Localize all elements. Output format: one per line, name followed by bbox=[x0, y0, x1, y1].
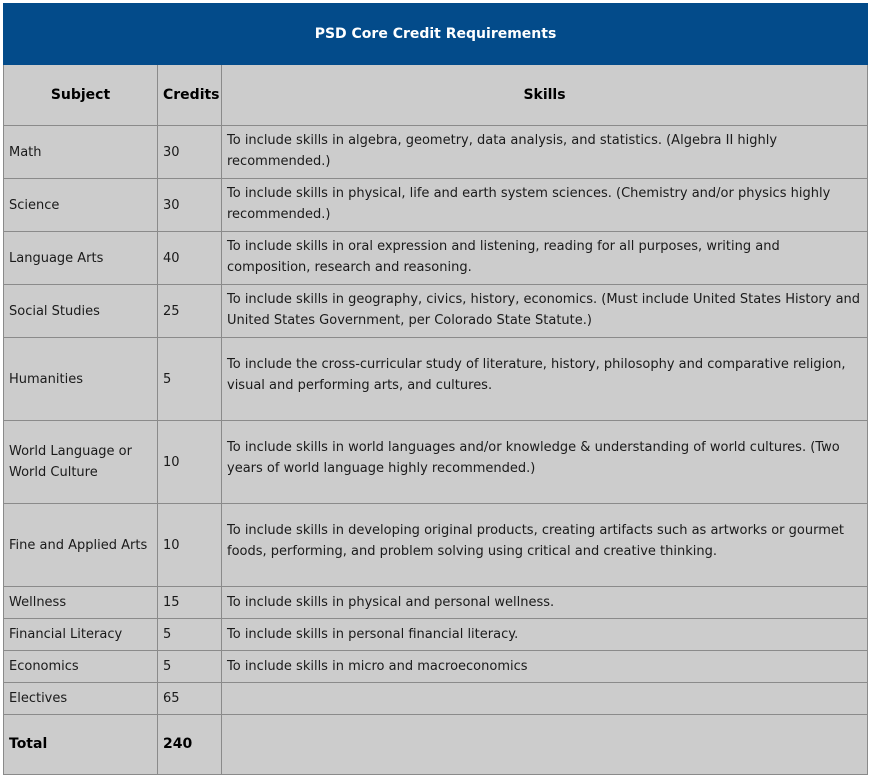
credit-requirements-table bbox=[3, 3, 868, 775]
table-row bbox=[4, 421, 868, 504]
credits-cell: 5 bbox=[158, 338, 222, 421]
column-header-row bbox=[4, 65, 868, 126]
subject-cell: Science bbox=[4, 179, 158, 232]
title-row bbox=[4, 4, 868, 65]
table-title: PSD Core Credit Requirements bbox=[4, 4, 868, 65]
column-header-subject: Subject bbox=[4, 65, 158, 126]
table-row bbox=[4, 232, 868, 285]
subject-cell: World Language or World Culture bbox=[4, 421, 158, 504]
subject-cell: Humanities bbox=[4, 338, 158, 421]
subject-cell: Language Arts bbox=[4, 232, 158, 285]
credits-cell: 30 bbox=[158, 126, 222, 179]
table-row bbox=[4, 651, 868, 683]
table-row bbox=[4, 504, 868, 587]
credits-cell: 30 bbox=[158, 179, 222, 232]
total-label: Total bbox=[4, 715, 158, 775]
credits-cell: 40 bbox=[158, 232, 222, 285]
column-header-skills: Skills bbox=[222, 65, 868, 126]
skills-cell: To include the cross-curricular study of literature, history, philosophy and comparative religion, visual and performing arts, and cultures. bbox=[222, 338, 868, 421]
subject-cell: Fine and Applied Arts bbox=[4, 504, 158, 587]
subject-cell: Social Studies bbox=[4, 285, 158, 338]
skills-cell: To include skills in geography, civics, history, economics. (Must include United States History and United States Government, per Colorado State Statute.) bbox=[222, 285, 868, 338]
credits-cell: 65 bbox=[158, 683, 222, 715]
subject-cell: Electives bbox=[4, 683, 158, 715]
total-skills-cell bbox=[222, 715, 868, 775]
table-row bbox=[4, 179, 868, 232]
subject-cell: Math bbox=[4, 126, 158, 179]
subject-cell: Financial Literacy bbox=[4, 619, 158, 651]
total-credits: 240 bbox=[158, 715, 222, 775]
table-row bbox=[4, 338, 868, 421]
credits-cell: 10 bbox=[158, 504, 222, 587]
credit-requirements-table-container bbox=[3, 3, 867, 775]
skills-cell: To include skills in oral expression and listening, reading for all purposes, writing and composition, research and reasoning. bbox=[222, 232, 868, 285]
skills-cell: To include skills in algebra, geometry, data analysis, and statistics. (Algebra II highly recommended.) bbox=[222, 126, 868, 179]
skills-cell: To include skills in developing original products, creating artifacts such as artworks or gourmet foods, performing, and problem solving using critical and creative thinking. bbox=[222, 504, 868, 587]
skills-cell: To include skills in physical, life and earth system sciences. (Chemistry and/or physics highly recommended.) bbox=[222, 179, 868, 232]
column-header-credits: Credits bbox=[158, 65, 222, 126]
table-row bbox=[4, 683, 868, 715]
credits-cell: 5 bbox=[158, 651, 222, 683]
skills-cell bbox=[222, 683, 868, 715]
skills-cell: To include skills in world languages and/or knowledge & understanding of world cultures. (Two years of world language highly recommended.) bbox=[222, 421, 868, 504]
table-row bbox=[4, 619, 868, 651]
table-row bbox=[4, 126, 868, 179]
credits-cell: 15 bbox=[158, 587, 222, 619]
skills-cell: To include skills in micro and macroeconomics bbox=[222, 651, 868, 683]
subject-cell: Economics bbox=[4, 651, 158, 683]
credits-cell: 5 bbox=[158, 619, 222, 651]
skills-cell: To include skills in physical and personal wellness. bbox=[222, 587, 868, 619]
credits-cell: 10 bbox=[158, 421, 222, 504]
total-row bbox=[4, 715, 868, 775]
table-row bbox=[4, 285, 868, 338]
subject-cell: Wellness bbox=[4, 587, 158, 619]
skills-cell: To include skills in personal financial literacy. bbox=[222, 619, 868, 651]
credits-cell: 25 bbox=[158, 285, 222, 338]
table-row bbox=[4, 587, 868, 619]
